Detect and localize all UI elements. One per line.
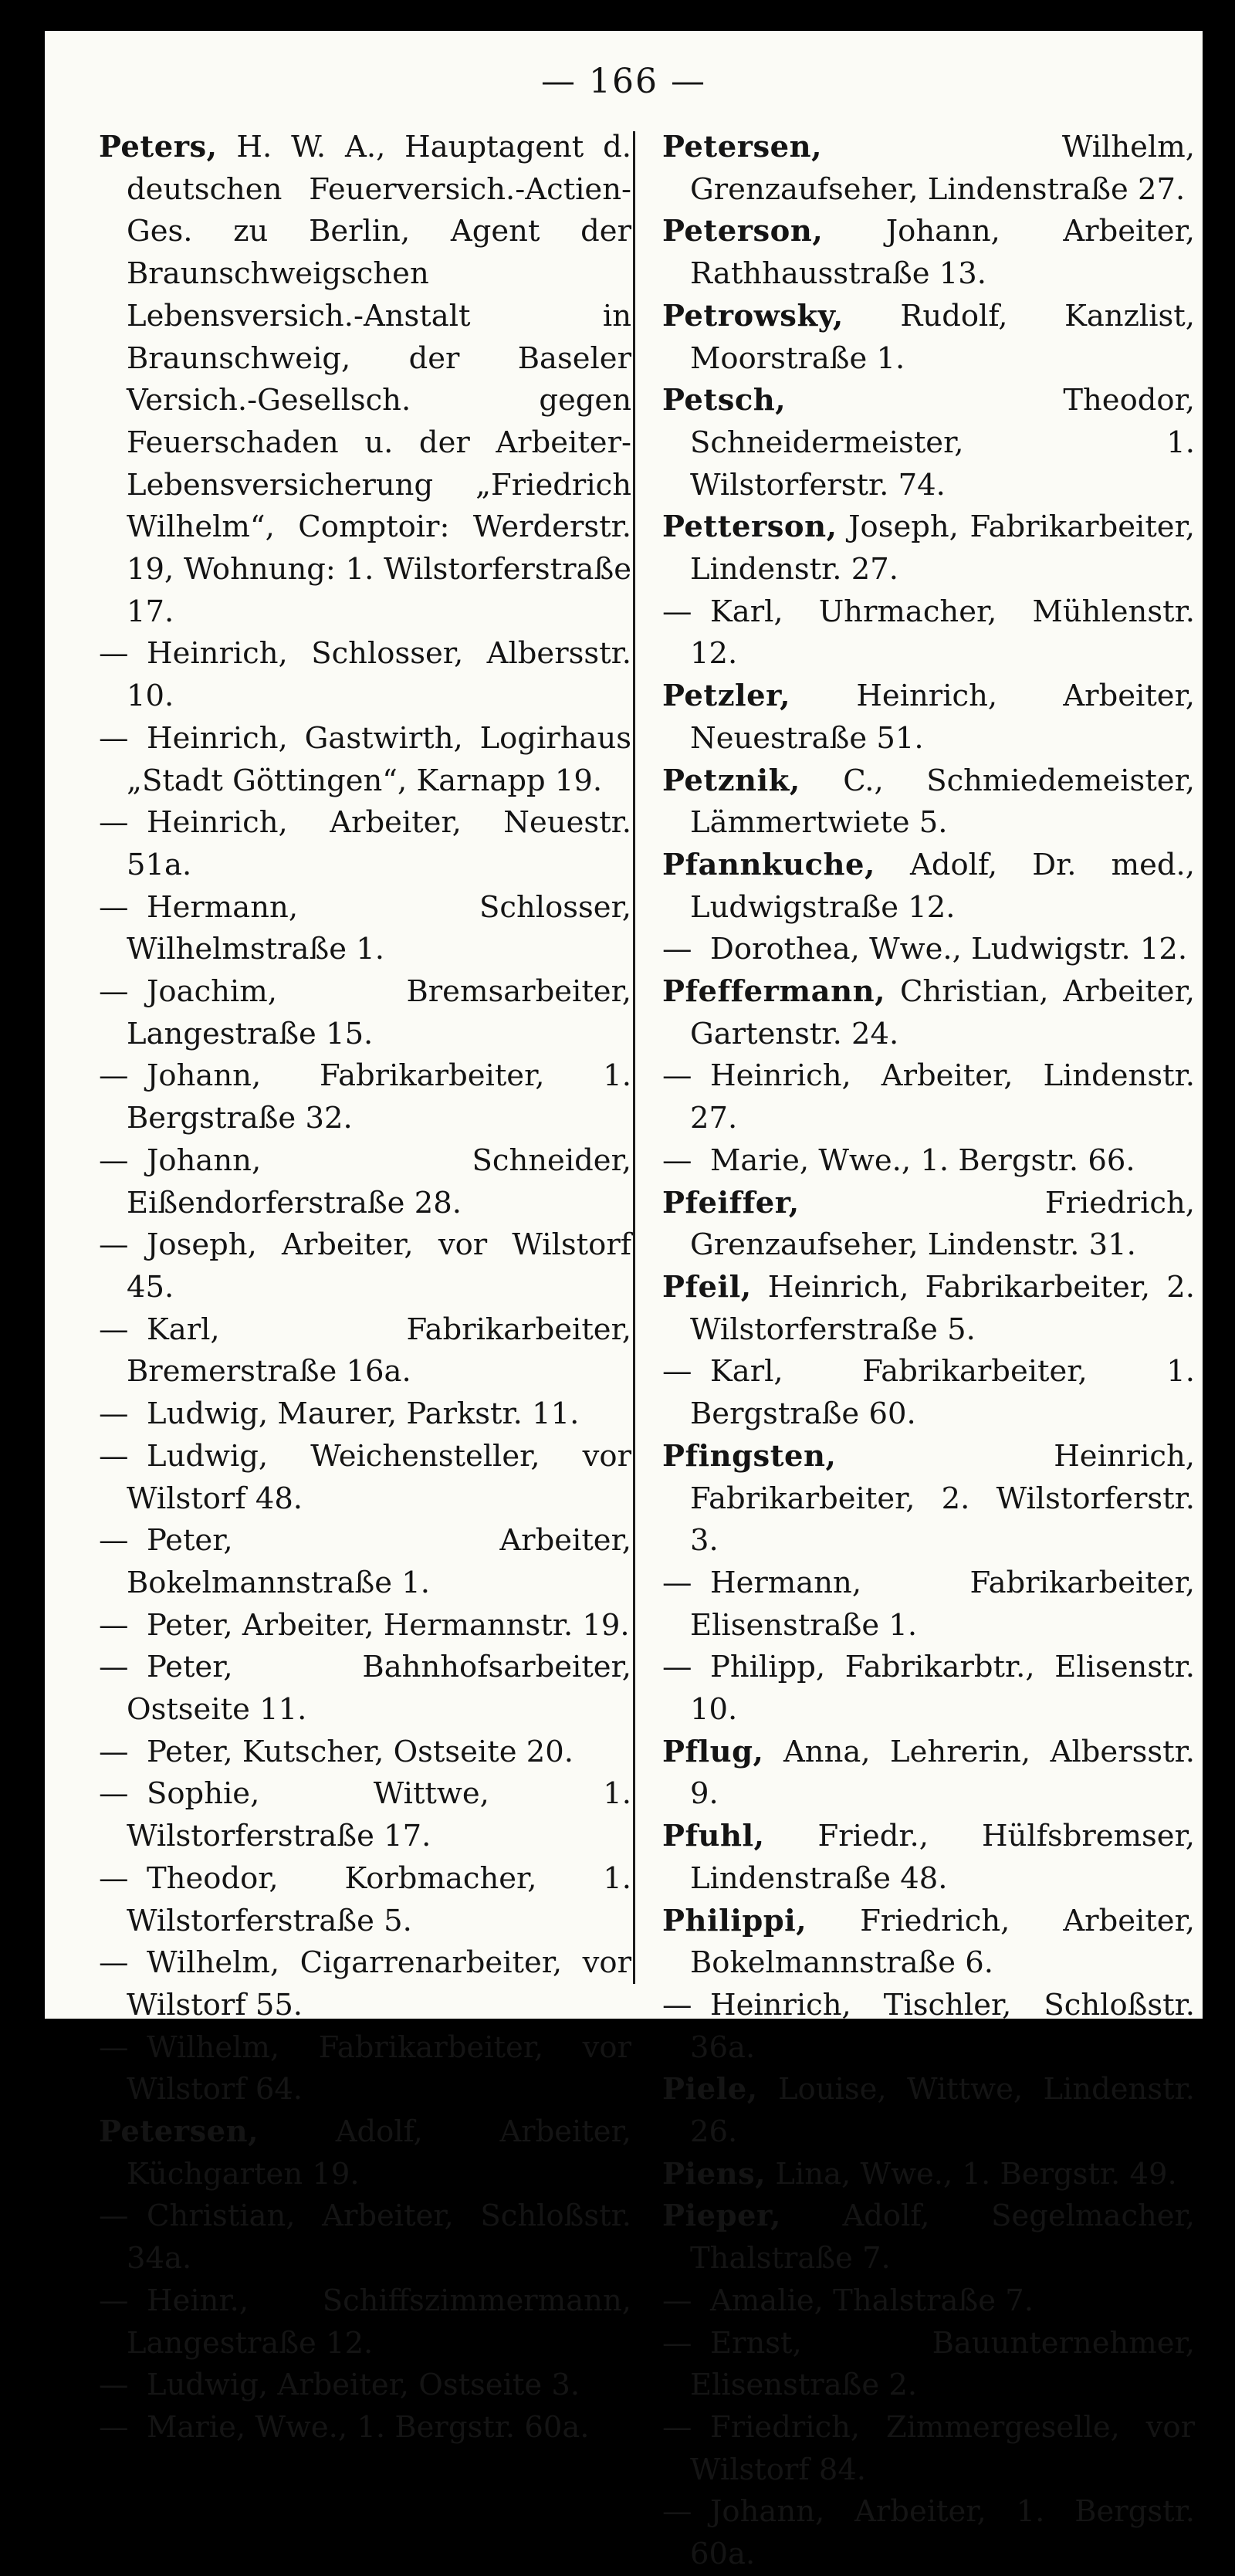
entry-details: Theodor, Schneidermeister, 1. Wilstorferstr. 74. (690, 383, 1195, 503)
directory-entry (662, 675, 1195, 760)
surname: Piele, (662, 2072, 758, 2107)
entry-details: Friedrich, Grenzaufseher, Lindenstr. 31. (690, 1185, 1195, 1263)
entry-details: Johann, Schneider, Eißendorferstraße 28. (127, 1142, 631, 1220)
repeat-dash: — (99, 720, 129, 756)
repeat-dash: — (99, 2368, 129, 2403)
repeat-dash: — (99, 805, 129, 841)
entry-details: Heinrich, Arbeiter, Neuestr. 51a. (127, 805, 631, 882)
repeat-dash: — (99, 2409, 129, 2445)
entry-details: Hermann, Fabrikarbeiter, Elisenstraße 1. (690, 1565, 1195, 1643)
entry-details: Ernst, Bauunternehmer, Elisenstraße 2. (690, 2325, 1195, 2403)
right-column (662, 127, 1195, 2576)
repeat-dash: — (99, 1312, 129, 1347)
entry-details: Peter, Arbeiter, Bokelmannstraße 1. (127, 1523, 631, 1600)
surname: Petterson, (662, 509, 837, 545)
left-column (99, 127, 631, 2449)
directory-entry (99, 2027, 631, 2111)
surname: Pfingsten, (662, 1438, 837, 1474)
directory-entry (662, 1140, 1195, 1183)
directory-entry (662, 845, 1195, 929)
repeat-dash: — (662, 2325, 692, 2361)
entry-details: H. W. A., Hauptagent d. deutschen Feuerversich.-Actien-Ges. zu Berlin, Agent der Braunschweigschen Lebensversich.-Anstalt in Braunschweig, der Baseler Versich.-Gesellsch. gegen Feuerschaden u. der Arbeiter-Lebensversicherung „Friedrich Wilhelm“, Comptoir: Werderstr. 19, Wohnung: 1. Wilstorferstraße 17. (127, 130, 631, 629)
entry-details: Johann, Fabrikarbeiter, 1. Bergstraße 32. (127, 1058, 631, 1136)
surname: Petrowsky, (662, 298, 844, 333)
entry-details: Peter, Bahnhofsarbeiter, Ostseite 11. (127, 1650, 631, 1728)
entry-details: Adolf, Dr. med., Ludwigstraße 12. (690, 847, 1195, 925)
directory-entry (99, 1055, 631, 1139)
repeat-dash: — (99, 1776, 129, 1812)
repeat-dash: — (99, 2029, 129, 2065)
directory-entry (662, 1436, 1195, 1562)
surname: Philippi, (662, 1903, 807, 1938)
directory-entry (99, 1224, 631, 1308)
directory-entry (662, 211, 1195, 295)
directory-entry (99, 887, 631, 971)
directory-entry (662, 1267, 1195, 1351)
repeat-dash: — (99, 1860, 129, 1896)
directory-entry (662, 1901, 1195, 1985)
entry-details: Heinrich, Fabrikarbeiter, 2. Wilstorferstraße 5. (690, 1269, 1195, 1347)
repeat-dash: — (99, 1058, 129, 1094)
directory-entry (662, 296, 1195, 380)
repeat-dash: — (662, 1987, 692, 2023)
repeat-dash: — (99, 2283, 129, 2318)
directory-entry (662, 1816, 1195, 1900)
repeat-dash: — (99, 1523, 129, 1559)
directory-entry (99, 127, 631, 633)
directory-page (45, 31, 1203, 2572)
entry-details: Joseph, Arbeiter, vor Wilstorf 45. (127, 1227, 631, 1305)
directory-entry (662, 506, 1195, 591)
directory-entry (99, 2364, 631, 2407)
directory-entry (99, 2280, 631, 2364)
entry-details: Wilhelm, Cigarrenarbeiter, vor Wilstorf 55. (127, 1945, 631, 2023)
repeat-dash: — (662, 2494, 692, 2530)
surname: Piens, (662, 2156, 766, 2192)
repeat-dash: — (99, 1607, 129, 1643)
page-number: — 166 — (541, 62, 706, 101)
repeat-dash: — (99, 636, 129, 672)
repeat-dash: — (99, 889, 129, 925)
surname: Pfuhl, (662, 1819, 765, 1854)
repeat-dash: — (99, 1142, 129, 1178)
entry-details: Karl, Fabrikarbeiter, Bremerstraße 16a. (127, 1312, 631, 1390)
directory-entry (662, 2154, 1195, 2196)
directory-entry (99, 633, 631, 717)
repeat-dash: — (662, 1650, 692, 1685)
entry-details: Heinrich, Fabrikarbeiter, 2. Wilstorferstr. 3. (690, 1438, 1195, 1559)
entry-details: Peter, Kutscher, Ostseite 20. (147, 1734, 574, 1769)
directory-entry (662, 2491, 1195, 2575)
entry-details: Lina, Wwe., 1. Bergstr. 49. (775, 2156, 1177, 2192)
entry-details: Peter, Arbeiter, Hermannstr. 19. (147, 1607, 630, 1643)
entry-details: Johann, Arbeiter, 1. Bergstr. 60a. (690, 2494, 1195, 2572)
repeat-dash: — (662, 594, 692, 629)
surname: Petzler, (662, 679, 791, 714)
directory-entry (662, 1562, 1195, 1647)
repeat-dash: — (662, 1142, 692, 1178)
entry-details: Ludwig, Maurer, Parkstr. 11. (147, 1396, 580, 1432)
directory-entry (99, 1436, 631, 1520)
directory-entry (662, 1183, 1195, 1267)
repeat-dash: — (99, 1396, 129, 1432)
directory-entry (662, 1351, 1195, 1435)
repeat-dash: — (99, 1227, 129, 1263)
directory-entry (99, 2195, 631, 2280)
directory-entry (99, 1605, 631, 1647)
repeat-dash: — (99, 974, 129, 1010)
directory-entry (99, 971, 631, 1055)
repeat-dash: — (662, 1058, 692, 1094)
entry-details: C., Schmiedemeister, Lämmertwiete 5. (690, 763, 1195, 841)
surname: Pfeil, (662, 1269, 752, 1305)
repeat-dash: — (99, 1438, 129, 1474)
directory-entry (662, 591, 1195, 675)
directory-entry (662, 2323, 1195, 2407)
entry-details: Dorothea, Wwe., Ludwigstr. 12. (710, 932, 1188, 967)
directory-entry (662, 2069, 1195, 2153)
entry-details: Friedr., Hülfsbremser, Lindenstraße 48. (690, 1819, 1195, 1896)
directory-entry (99, 1942, 631, 2026)
repeat-dash: — (99, 1945, 129, 1981)
entry-details: Marie, Wwe., 1. Bergstr. 66. (710, 1142, 1135, 1178)
entry-details: Heinrich, Schlosser, Albersstr. 10. (127, 636, 631, 714)
directory-entry (99, 1773, 631, 1857)
entry-details: Heinrich, Arbeiter, Neuestraße 51. (690, 679, 1195, 756)
directory-entry (662, 1731, 1195, 1816)
entry-details: Johann, Arbeiter, Rathhausstraße 13. (690, 214, 1195, 292)
entry-details: Heinr., Schiffszimmermann, Langestraße 12. (127, 2283, 631, 2361)
entry-details: Heinrich, Arbeiter, Lindenstr. 27. (690, 1058, 1195, 1136)
surname: Pfeffermann, (662, 974, 885, 1010)
repeat-dash: — (662, 932, 692, 967)
directory-entry (662, 1647, 1195, 1731)
entry-details: Adolf, Arbeiter, Küchgarten 19. (127, 2114, 631, 2192)
entry-details: Hermann, Schlosser, Wilhelmstraße 1. (127, 889, 631, 967)
repeat-dash: — (662, 2409, 692, 2445)
surname: Peters, (99, 130, 218, 164)
directory-entry (662, 2195, 1195, 2280)
directory-entry (99, 2407, 631, 2449)
surname: Pfeiffer, (662, 1185, 800, 1220)
directory-entry (99, 718, 631, 802)
entry-details: Joachim, Bremsarbeiter, Langestraße 15. (127, 974, 631, 1051)
repeat-dash: — (662, 1565, 692, 1600)
repeat-dash: — (99, 1734, 129, 1769)
surname: Petersen, (99, 2114, 259, 2150)
directory-entry (662, 2280, 1195, 2323)
repeat-dash: — (99, 1650, 129, 1685)
directory-entry (99, 1858, 631, 1942)
entry-details: Friedrich, Arbeiter, Bokelmannstraße 6. (690, 1903, 1195, 1981)
directory-entry (99, 1520, 631, 1604)
entry-details: Ludwig, Arbeiter, Ostseite 3. (147, 2368, 580, 2403)
entry-details: Friedrich, Zimmergeselle, vor Wilstorf 84. (690, 2409, 1195, 2487)
surname: Pfannkuche, (662, 847, 875, 882)
entry-details: Heinrich, Tischler, Schloßstr. 36a. (690, 1987, 1195, 2065)
directory-entry (662, 971, 1195, 1055)
entry-details: Christian, Arbeiter, Gartenstr. 24. (690, 974, 1195, 1051)
entry-details: Karl, Fabrikarbeiter, 1. Bergstraße 60. (690, 1354, 1195, 1432)
directory-entry (662, 929, 1195, 971)
entry-details: Heinrich, Gastwirth, Logirhaus „Stadt Göttingen“, Karnapp 19. (127, 720, 631, 798)
directory-entry (662, 2407, 1195, 2491)
entry-details: Ludwig, Weichensteller, vor Wilstorf 48. (127, 1438, 631, 1516)
entry-details: Karl, Uhrmacher, Mühlenstr. 12. (690, 594, 1195, 672)
entry-details: Wilhelm, Grenzaufseher, Lindenstraße 27. (690, 130, 1195, 207)
directory-entry (99, 1647, 631, 1731)
entry-details: Adolf, Segelmacher, Thalstraße 7. (690, 2199, 1195, 2276)
entry-details: Anna, Lehrerin, Albersstr. 9. (690, 1734, 1195, 1812)
entry-details: Joseph, Fabrikarbeiter, Lindenstr. 27. (690, 509, 1195, 587)
entry-details: Rudolf, Kanzlist, Moorstraße 1. (690, 298, 1195, 376)
entry-details: Theodor, Korbmacher, 1. Wilstorferstraße 5. (127, 1860, 631, 1938)
directory-entry (662, 760, 1195, 845)
repeat-dash: — (662, 1354, 692, 1390)
surname: Pflug, (662, 1734, 764, 1769)
directory-entry (662, 127, 1195, 211)
directory-entry (99, 1731, 631, 1774)
entry-details: Louise, Wittwe, Lindenstr. 26. (690, 2072, 1195, 2150)
directory-entry (662, 1985, 1195, 2069)
surname: Petsch, (662, 383, 787, 418)
surname: Pieper, (662, 2199, 781, 2234)
directory-entry (99, 1309, 631, 1393)
entry-details: Christian, Arbeiter, Schloßstr. 34a. (127, 2199, 631, 2276)
directory-entry (99, 1393, 631, 1436)
entry-details: Amalie, Thalstraße 7. (710, 2283, 1034, 2318)
entry-details: Sophie, Wittwe, 1. Wilstorferstraße 17. (127, 1776, 631, 1854)
surname: Petznik, (662, 763, 800, 798)
directory-entry (99, 1140, 631, 1224)
column-divider (633, 131, 635, 1984)
directory-entry (662, 1055, 1195, 1139)
surname: Petersen, (662, 130, 823, 164)
surname: Peterson, (662, 214, 824, 249)
entry-details: Wilhelm, Fabrikarbeiter, vor Wilstorf 64. (127, 2029, 631, 2107)
entry-details: Marie, Wwe., 1. Bergstr. 60a. (147, 2409, 590, 2445)
repeat-dash: — (99, 2199, 129, 2234)
entry-details: Philipp, Fabrikarbtr., Elisenstr. 10. (690, 1650, 1195, 1728)
directory-entry (99, 2111, 631, 2195)
directory-entry (99, 802, 631, 886)
repeat-dash: — (662, 2283, 692, 2318)
directory-entry (662, 380, 1195, 506)
